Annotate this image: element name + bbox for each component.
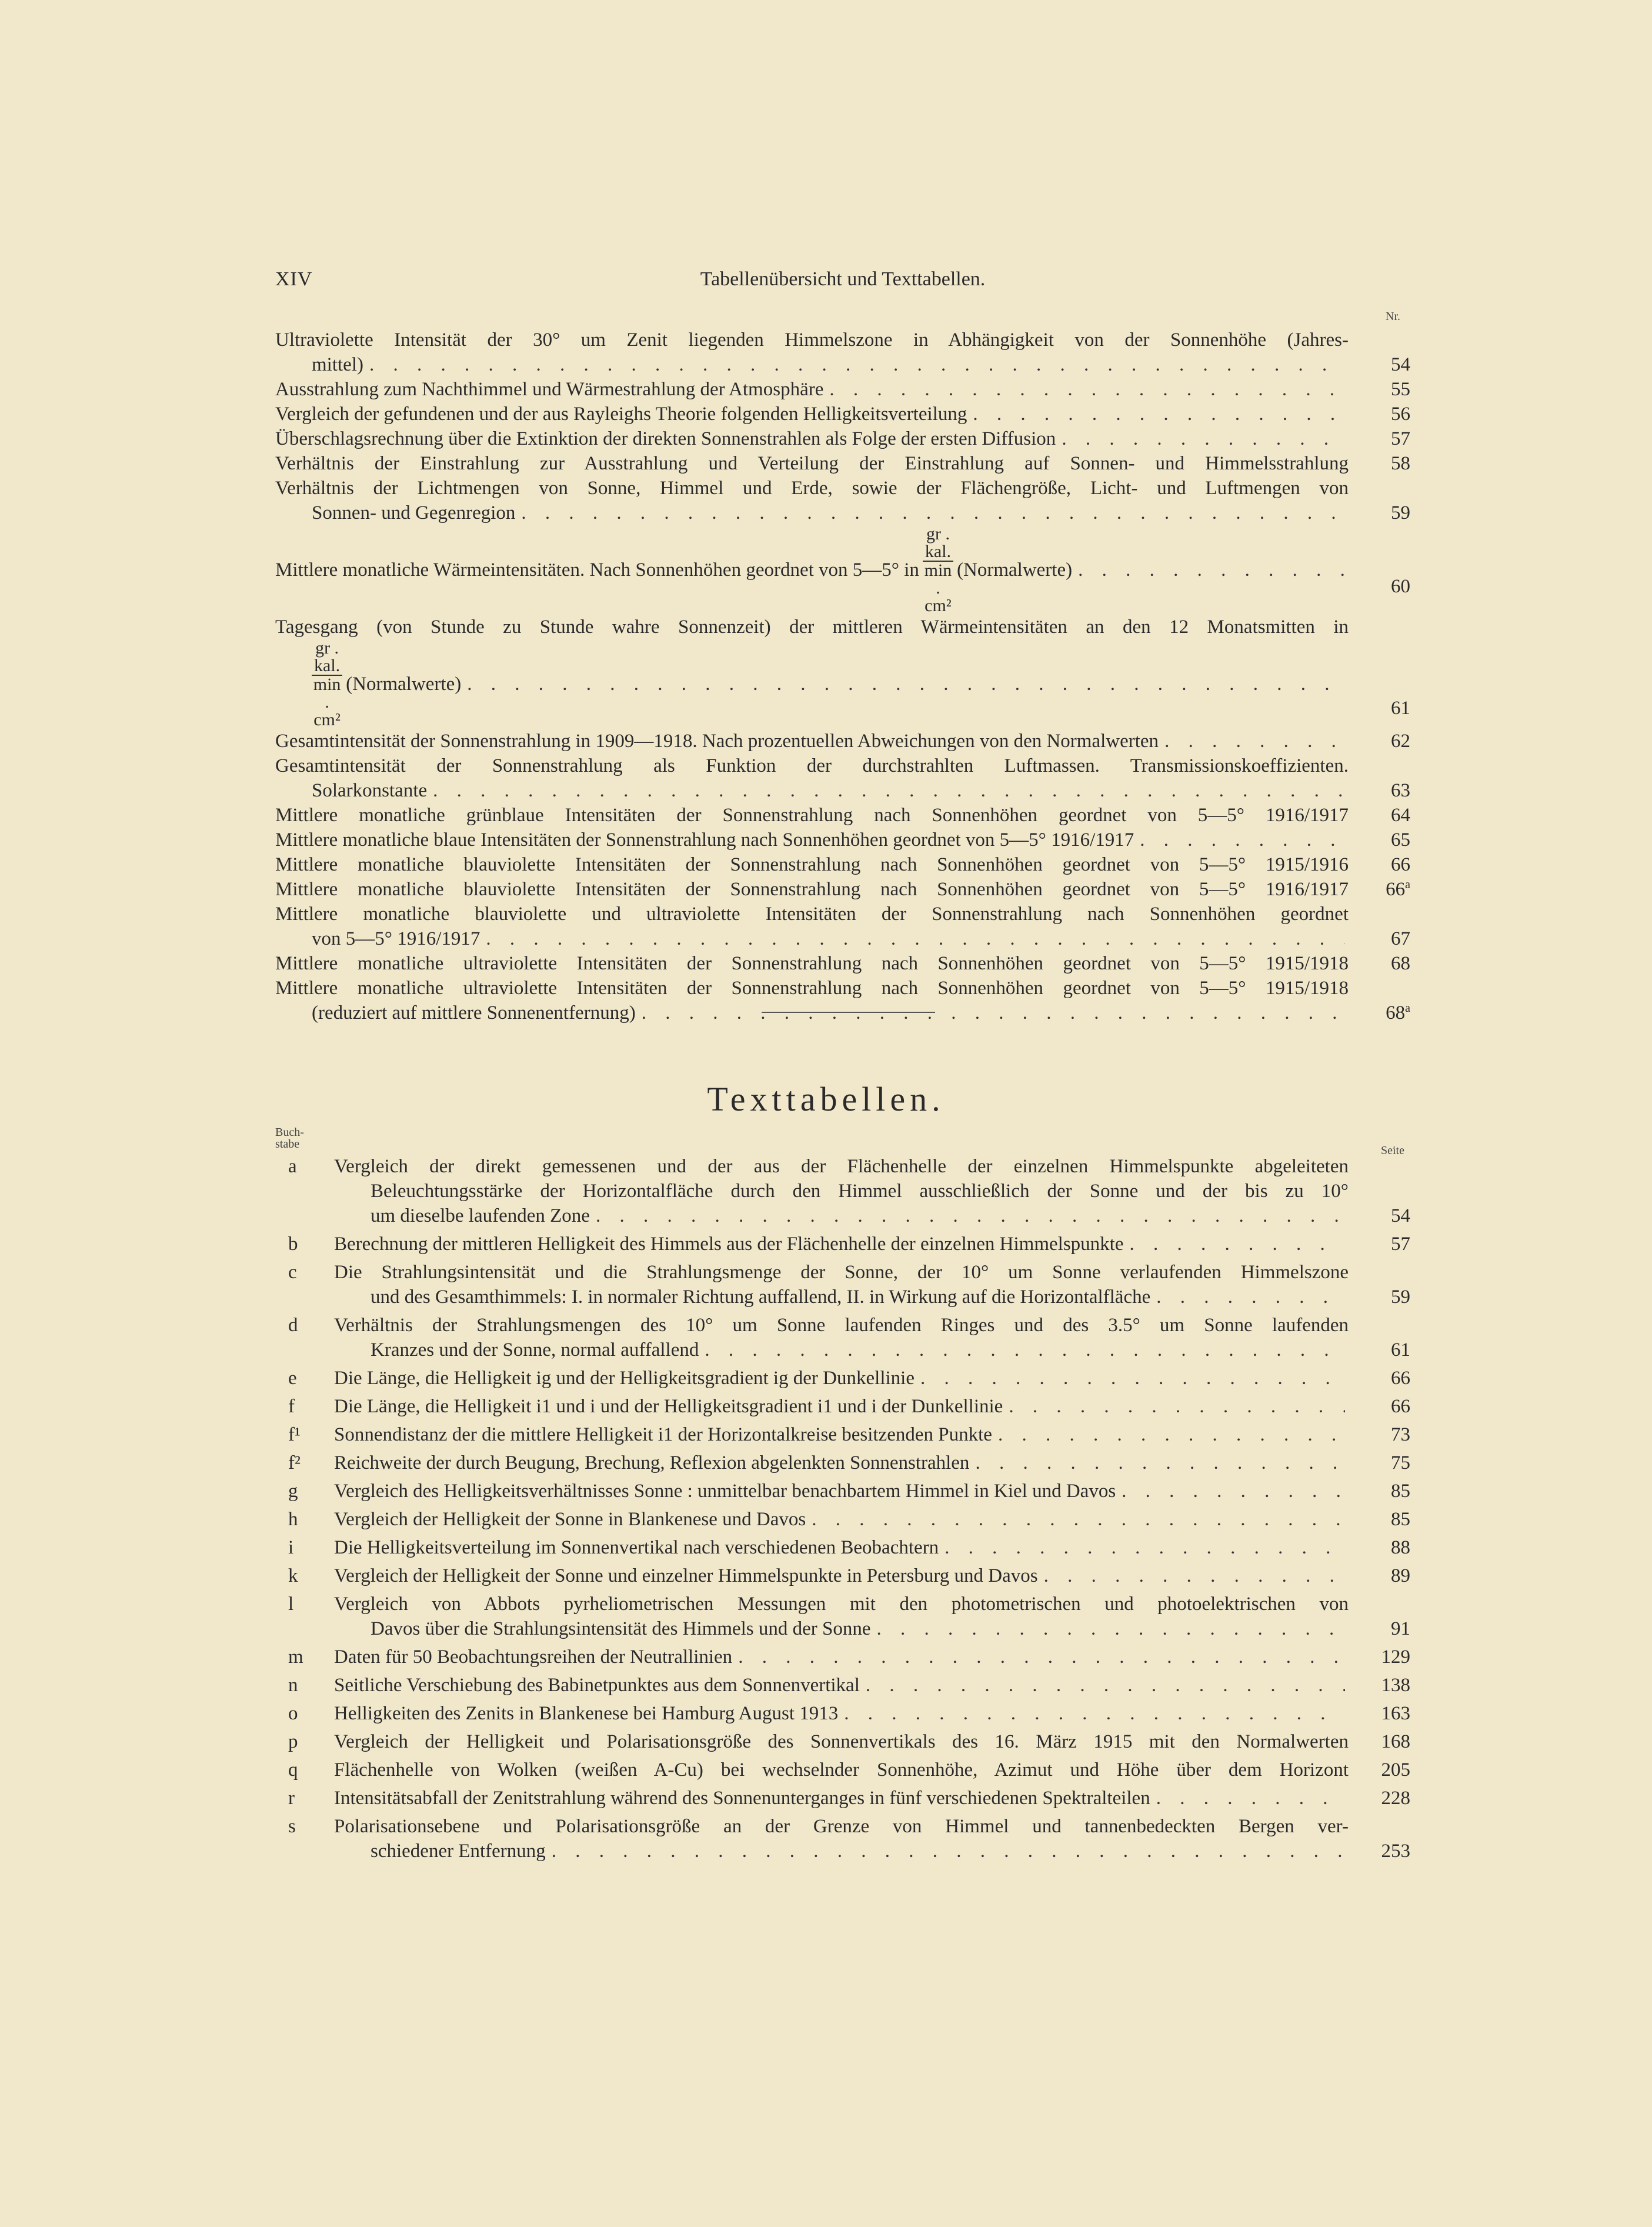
texttabellen-list bbox=[275, 1154, 1410, 1863]
list-item: Mittlere monatliche ultraviolette Intensitäten der Sonnenstrahlung nach Sonnenhöhen geordnet von 5—5° 1915/1918 (reduziert auf mittlere Sonnenentfernung) . . . 68$^a$ bbox=[275, 976, 1410, 1025]
list-item: l Vergleich von Abbots pyrheliometrischen Messungen mit den photometrischen und photoelektrischen von Davos über die Strahlungsintensität des Himmels und der Sonne . . . 91 bbox=[275, 1592, 1410, 1641]
list-item: f² Reichweite der durch Beugung, Brechung, Reflexion abgelenkten Sonnenstrahlen . . . 75 bbox=[275, 1451, 1410, 1475]
list-item: p Vergleich der Helligkeit und Polarisationsgröße des Sonnenvertikals des 16. März 1915 mit den Normalwerten 168 bbox=[288, 1731, 1410, 1752]
list-item: Verhältnis der Lichtmengen von Sonne, Himmel und Erde, sowie der Flächengröße, Licht- und Luftmengen von Sonnen- und Gegenregion . . . 59 bbox=[275, 476, 1410, 525]
list-item: g Vergleich des Helligkeitsverhältnisses Sonne : unmittelbar benachbartem Himmel in Kiel und Davos . . . 85 bbox=[275, 1479, 1410, 1503]
list-item: Mittlere monatliche grünblaue Intensitäten der Sonnenstrahlung nach Sonnenhöhen geordnet von 5—5° 1916/1917 64 bbox=[275, 805, 1410, 826]
list-item: e Die Länge, die Helligkeit ig und der Helligkeitsgradient ig der Dunkellinie . . . 66 bbox=[275, 1366, 1410, 1391]
list-item: a Vergleich der direkt gemessenen und der aus der Flächenhelle der einzelnen Himmelspunkte abgeleiteten Beleuchtungsstärke der Horizontalfläche durch den Himmel ausschließlich der Sonne und der bis zu 10° um dieselbe laufenden Zone . . . 54 bbox=[275, 1154, 1410, 1228]
column-label-nr: Nr. bbox=[1386, 310, 1400, 323]
page-number: XIV bbox=[275, 268, 313, 290]
page-header bbox=[275, 264, 1410, 299]
list-item: d Verhältnis der Strahlungsmengen des 10° um Sonne laufenden Ringes und des 3.5° um Sonne laufenden Kranzes und der Sonne, normal auffallend . . . 61 bbox=[275, 1313, 1410, 1362]
section-divider bbox=[762, 1012, 935, 1013]
unit-fraction: $\frac{\text{gr . kal.}}{\text{min . cm²}}$ bbox=[312, 639, 342, 729]
list-item: f¹ Sonnendistanz der die mittlere Helligkeit i1 der Horizontalkreise besitzenden Punkte . . . 73 bbox=[275, 1422, 1410, 1447]
list-item: Mittlere monatliche blaue Intensitäten der Sonnenstrahlung nach Sonnenhöhen geordnet von 5—5° 1916/1917 . . . 65 bbox=[275, 828, 1410, 852]
list-item: c Die Strahlungsintensität und die Strahlungsmenge der Sonne, der 10° um Sonne verlaufenden Himmelszone und des Gesamthimmels: I. in normaler Richtung auffallend, II. in Wirkung auf die Horizontalfläche . . . 59 bbox=[275, 1260, 1410, 1309]
list-item: o Helligkeiten des Zenits in Blankenese bei Hamburg August 1913 . . . 163 bbox=[275, 1701, 1410, 1726]
list-item: k Vergleich der Helligkeit der Sonne und einzelner Himmelspunkte in Petersburg und Davos . . . 89 bbox=[275, 1563, 1410, 1588]
column-label-letter: Buch- stabe bbox=[275, 1126, 304, 1151]
list-item: b Berechnung der mittleren Helligkeit des Himmels aus der Flächenhelle der einzelnen Himmelspunkte . . . 57 bbox=[275, 1232, 1410, 1256]
list-item: h Vergleich der Helligkeit der Sonne in Blankenese und Davos . . . 85 bbox=[275, 1507, 1410, 1532]
list-item: Tagesgang (von Stunde zu Stunde wahre Sonnenzeit) der mittleren Wärmeintensitäten an den 12 Monatsmitten in $\frac{\text{gr . kal.}}{\text{min . cm²}}$ (Normalwerte) . . . 61 bbox=[275, 615, 1410, 729]
list-item: Vergleich der gefundenen und der aus Rayleighs Theorie folgenden Helligkeitsverteilung . . . 56 bbox=[275, 402, 1410, 426]
running-title: Tabellenübersicht und Texttabellen. bbox=[700, 268, 986, 290]
unit-fraction: $\frac{\text{gr . kal.}}{\text{min . cm²}}$ bbox=[923, 525, 953, 615]
list-item: Gesamtintensität der Sonnenstrahlung als Funktion der durchstrahlten Luftmassen. Transmissionskoeffizienten. Solarkonstante . . . 63 bbox=[275, 754, 1410, 803]
list-item: i Die Helligkeitsverteilung im Sonnenvertikal nach verschiedenen Beobachtern . . . 88 bbox=[275, 1535, 1410, 1560]
table-list bbox=[275, 328, 1410, 1025]
list-item: Ausstrahlung zum Nachthimmel und Wärmestrahlung der Atmosphäre . . . 55 bbox=[275, 377, 1410, 402]
section-title: Texttabellen. bbox=[707, 1080, 945, 1118]
column-label-page: Seite bbox=[1381, 1144, 1404, 1157]
list-item: Verhältnis der Einstrahlung zur Ausstrahlung und Verteilung der Einstrahlung auf Sonnen- und Himmelsstrahlung 58 bbox=[275, 453, 1410, 474]
list-item: Mittlere monatliche blauviolette und ultraviolette Intensitäten der Sonnenstrahlung nach Sonnenhöhen geordnet von 5—5° 1916/1917 . . . 67 bbox=[275, 902, 1410, 951]
list-item: m Daten für 50 Beobachtungsreihen der Neutrallinien . . . 129 bbox=[275, 1645, 1410, 1669]
list-item: Mittlere monatliche Wärmeintensitäten. Nach Sonnenhöhen geordnet von 5—5° in $\frac{\text{gr . kal.}}{\text{min . cm²}}$ (Normalwerte) . . . 60 bbox=[275, 525, 1410, 615]
list-item: Ultraviolette Intensität der 30° um Zenit liegenden Himmelszone in Abhängigkeit von der Sonnenhöhe (Jahres- mittel) . . . 54 bbox=[275, 328, 1410, 377]
list-item: Überschlagsrechnung über die Extinktion der direkten Sonnenstrahlen als Folge der ersten Diffusion . . . 57 bbox=[275, 426, 1410, 451]
list-item: s Polarisationsebene und Polarisationsgröße an der Grenze von Himmel und tannenbedeckten Bergen ver- schiedener Entfernung . . . 253 bbox=[275, 1814, 1410, 1863]
list-item: Mittlere monatliche ultraviolette Intensitäten der Sonnenstrahlung nach Sonnenhöhen geordnet von 5—5° 1915/1918 68 bbox=[275, 953, 1410, 974]
list-item: Gesamtintensität der Sonnenstrahlung in 1909—1918. Nach prozentuellen Abweichungen von den Normalwerten . . . 62 bbox=[275, 729, 1410, 754]
list-item: q Flächenhelle von Wolken (weißen A-Cu) bei wechselnder Sonnenhöhe, Azimut und Höhe über dem Horizont 205 bbox=[288, 1759, 1410, 1781]
list-item: n Seitliche Verschiebung des Babinetpunktes aus dem Sonnenvertikal . . . 138 bbox=[275, 1673, 1410, 1698]
list-item: f Die Länge, die Helligkeit i1 und i und der Helligkeitsgradient i1 und i der Dunkellinie . . . 66 bbox=[275, 1394, 1410, 1419]
list-item: Mittlere monatliche blauviolette Intensitäten der Sonnenstrahlung nach Sonnenhöhen geordnet von 5—5° 1915/1916 66 bbox=[275, 854, 1410, 875]
list-item: r Intensitätsabfall der Zenitstrahlung während des Sonnenunterganges in fünf verschiedenen Spektralteilen . . . 228 bbox=[275, 1786, 1410, 1811]
list-item: Mittlere monatliche blauviolette Intensitäten der Sonnenstrahlung nach Sonnenhöhen geordnet von 5—5° 1916/1917 66$^a$ bbox=[275, 878, 1410, 900]
